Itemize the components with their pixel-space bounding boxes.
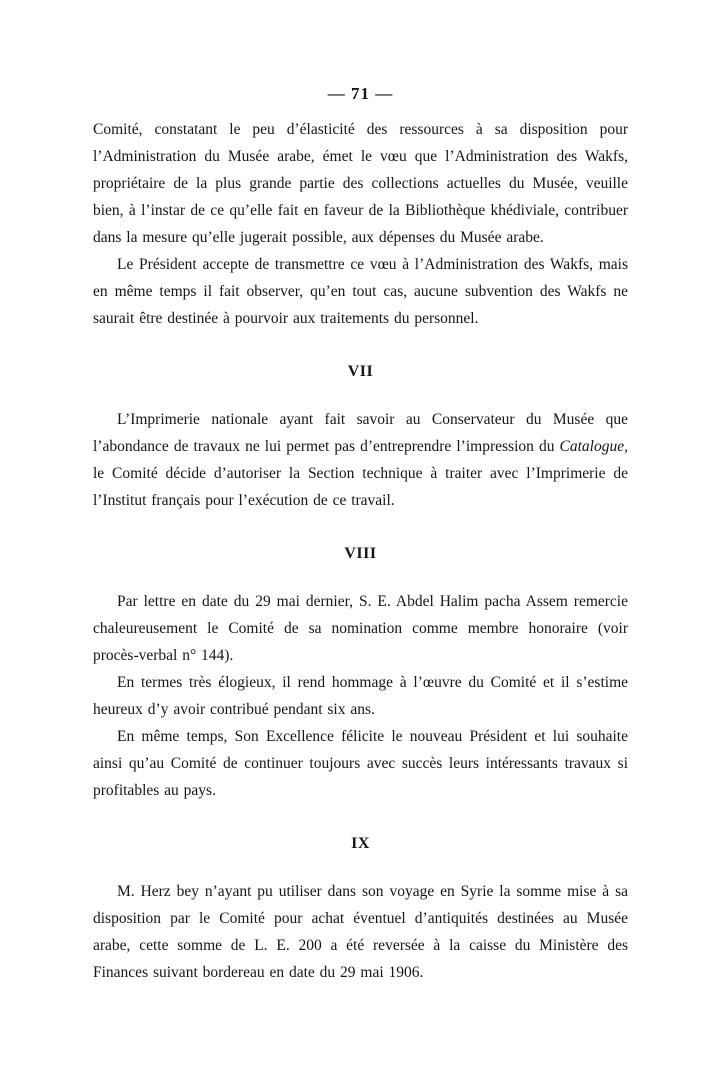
section-heading-vii: VII — [347, 363, 374, 380]
paragraph-imprimerie-text-after: le Comité décide d’autoriser la Section technique à traiter avec l’Imprimerie de l’Institut français pour l’exécution de ce travail. — [93, 465, 628, 509]
section-heading-viii: VIII — [344, 545, 377, 562]
paragraph-herz-bey: M. Herz bey n’ayant pu utiliser dans son voyage en Syrie la somme mise à sa disposition par le Comité pour achat éventuel d’antiquités destinées au Musée arabe, cette somme de L. E. 200 a été reversée à la caisse du Ministère des Finances suivant bordereau en date du 29 mai 1906. — [93, 883, 628, 981]
paragraph-felicite-president: En même temps, Son Excellence félicite le nouveau Président et lui souhaite ainsi qu’au Comité de continuer toujours avec succès leurs intéressants travaux si profitables au pays. — [93, 728, 628, 799]
paragraph-abdel-halim: Par lettre en date du 29 mai dernier, S. E. Abdel Halim pacha Assem remercie chaleureusement le Comité de sa nomination comme membre honoraire (voir procès-verbal n° 144). — [93, 593, 628, 664]
paragraph-president-transmettre: Le Président accepte de transmettre ce vœu à l’Administration des Wakfs, mais en même temps il fait observer, qu’en tout cas, aucune subvention des Wakfs ne saurait être destinée à pourvoir aux traitements du personnel. — [93, 256, 628, 327]
paragraph-imprimerie-text-before: L’Imprimerie nationale ayant fait savoir au Conservateur du Musée que l’abondance de travaux ne lui permet pas d’entreprendre l’impression du — [93, 411, 628, 455]
paragraph-hommage-comite: En termes très élogieux, il rend hommage à l’œuvre du Comité et il s’estime heureux d’y avoir contribué pendant six ans. — [93, 674, 628, 718]
paragraph-imprimerie-nationale — [93, 406, 628, 514]
paragraph-wakfs-voeu: Comité, constatant le peu d’élasticité des ressources à sa disposition pour l’Administration du Musée arabe, émet le vœu que l’Administration des Wakfs, propriétaire de la plus grande partie des collections actuelles du Musée, veuille bien, à l’instar de ce qu’elle fait en faveur de la Bibliothèque khédiviale, contribuer dans la mesure qu’elle jugerait possible, aux dépenses du Musée arabe. — [93, 121, 628, 246]
page-number: — 71 — — [327, 84, 394, 103]
section-heading-ix: IX — [351, 835, 370, 852]
catalogue-italic-word: Catalogue, — [559, 438, 628, 455]
